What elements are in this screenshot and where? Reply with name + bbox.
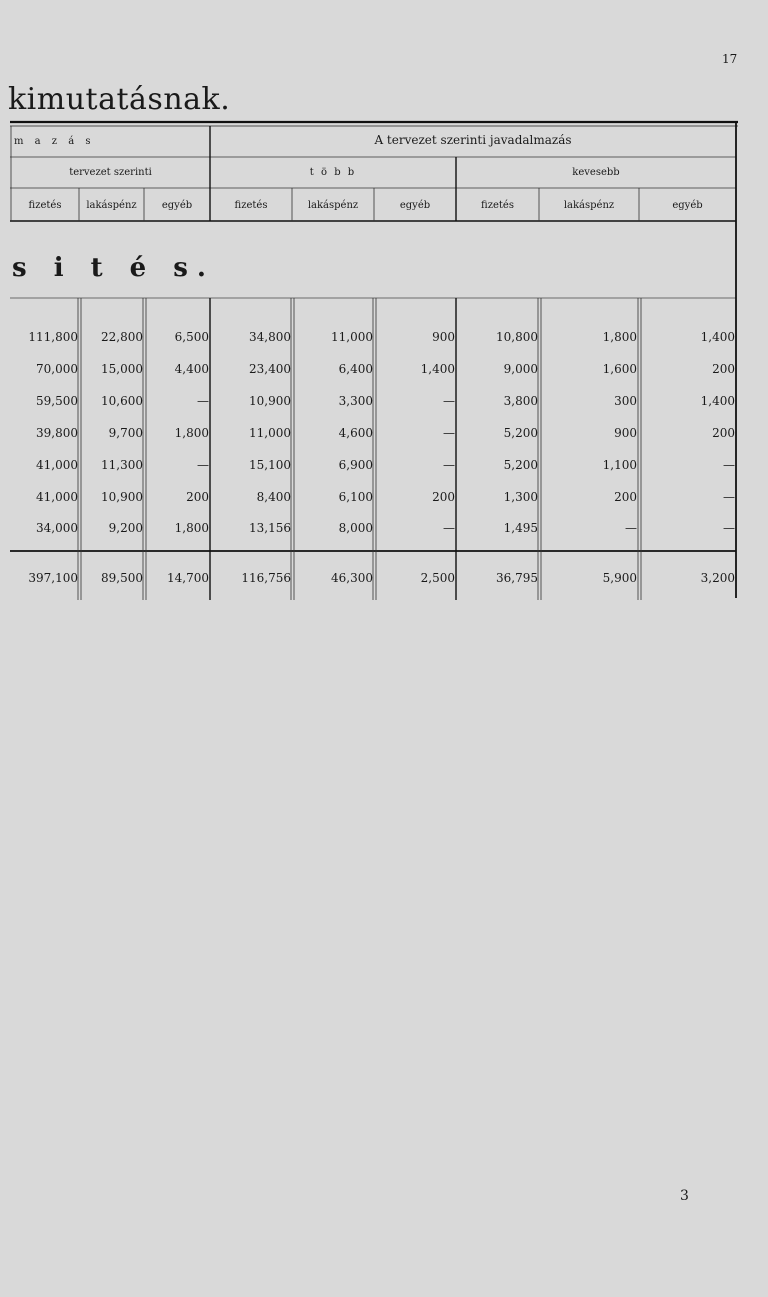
column-header: lakáspénz [563, 200, 615, 211]
column-header: fizetés [481, 200, 514, 211]
table-cell: 900 [432, 330, 455, 344]
table-cell: 9,700 [108, 426, 143, 440]
table-cell: 10,600 [101, 394, 143, 408]
table-cell: 3,800 [503, 394, 538, 408]
table-cell: 3,300 [338, 394, 373, 408]
footer-mark: 3 [680, 1188, 689, 1204]
group-tervezet-szerinti: tervezet szerinti [69, 167, 152, 178]
table-cell: 200 [186, 490, 209, 504]
column-header: egyéb [399, 200, 431, 211]
total-cell: 116,756 [241, 571, 291, 585]
table-cell: 10,900 [249, 394, 291, 408]
total-cell: 89,500 [101, 571, 143, 585]
table-cell: 1,600 [602, 362, 637, 376]
column-header: egyéb [672, 200, 703, 211]
table-cell: 23,400 [249, 362, 291, 376]
table-cell: 1,495 [503, 521, 538, 535]
table-cell: 1,300 [503, 490, 538, 504]
table-cell: 4,400 [174, 362, 209, 376]
table-cell: 6,900 [338, 458, 373, 472]
table-cell: — [197, 394, 209, 408]
table-cell: — [723, 490, 735, 504]
table-cell: 1,400 [700, 394, 735, 408]
table-cell: 8,400 [256, 490, 291, 504]
column-header: fizetés [28, 200, 62, 211]
column-header: lakáspénz [307, 200, 359, 211]
total-cell: 14,700 [167, 571, 209, 585]
column-header: lakáspénz [86, 200, 137, 211]
table-cell: — [443, 394, 455, 408]
table-cell: — [197, 458, 209, 472]
table-cell: 13,156 [249, 521, 291, 535]
table-cell: 9,200 [108, 521, 143, 535]
table-cell: 8,000 [338, 521, 373, 535]
table-cell: 1,800 [602, 330, 637, 344]
table-cell: 15,000 [101, 362, 143, 376]
table-cell: 10,900 [101, 490, 143, 504]
group-kevesebb: kevesebb [572, 167, 620, 178]
section-label: s i t é s. [12, 253, 215, 283]
table-cell: 11,000 [331, 330, 373, 344]
column-header: egyéb [161, 200, 193, 211]
table-cell: 1,800 [174, 426, 209, 440]
total-cell: 46,300 [331, 571, 373, 585]
table-cell: 5,200 [503, 426, 538, 440]
page-heading: kimutatásnak. [8, 82, 231, 117]
table-cell: 200 [432, 490, 455, 504]
table-cell: 1,100 [602, 458, 637, 472]
header-right: A tervezet szerinti javadalmazás [374, 133, 572, 147]
table-cell: 6,400 [338, 362, 373, 376]
table-cell: 4,600 [338, 426, 373, 440]
table-cell: 41,000 [36, 490, 78, 504]
table-cell: 34,800 [249, 330, 291, 344]
header-left: m a z á s [14, 136, 95, 147]
total-cell: 36,795 [496, 571, 538, 585]
group-tobb: t ö b b [309, 167, 357, 178]
table-cell: 11,000 [249, 426, 291, 440]
table-cell: 15,100 [249, 458, 291, 472]
column-header: fizetés [234, 200, 268, 211]
table-cell: 200 [614, 490, 637, 504]
table-cell: 1,400 [420, 362, 455, 376]
table-cell: 9,000 [503, 362, 538, 376]
table-cell: 1,400 [700, 330, 735, 344]
table-cell: 59,500 [36, 394, 78, 408]
table-cell: — [723, 521, 735, 535]
table-cell: 10,800 [496, 330, 538, 344]
total-cell: 3,200 [700, 571, 735, 585]
table-cell: — [443, 521, 455, 535]
table-cell: — [443, 426, 455, 440]
table-cell: 22,800 [101, 330, 143, 344]
table-cell: 200 [712, 426, 735, 440]
table-cell: 39,800 [36, 426, 78, 440]
table-cell: 200 [712, 362, 735, 376]
table-cell: 11,300 [101, 458, 143, 472]
table-cell: — [723, 458, 735, 472]
total-cell: 397,100 [28, 571, 78, 585]
table-cell: 41,000 [36, 458, 78, 472]
table-cell: 111,800 [28, 330, 78, 344]
table-cell: — [625, 521, 637, 535]
table-cell: 300 [614, 394, 637, 408]
table-cell: 6,500 [174, 330, 209, 344]
table-cell: 5,200 [503, 458, 538, 472]
total-cell: 5,900 [602, 571, 637, 585]
page-number: 17 [722, 52, 738, 66]
total-cell: 2,500 [420, 571, 455, 585]
table-cell: 6,100 [338, 490, 373, 504]
table-cell: 34,000 [36, 521, 78, 535]
table-cell: 70,000 [36, 362, 78, 376]
table-cell: 1,800 [174, 521, 209, 535]
table-cell: — [443, 458, 455, 472]
table-cell: 900 [614, 426, 637, 440]
